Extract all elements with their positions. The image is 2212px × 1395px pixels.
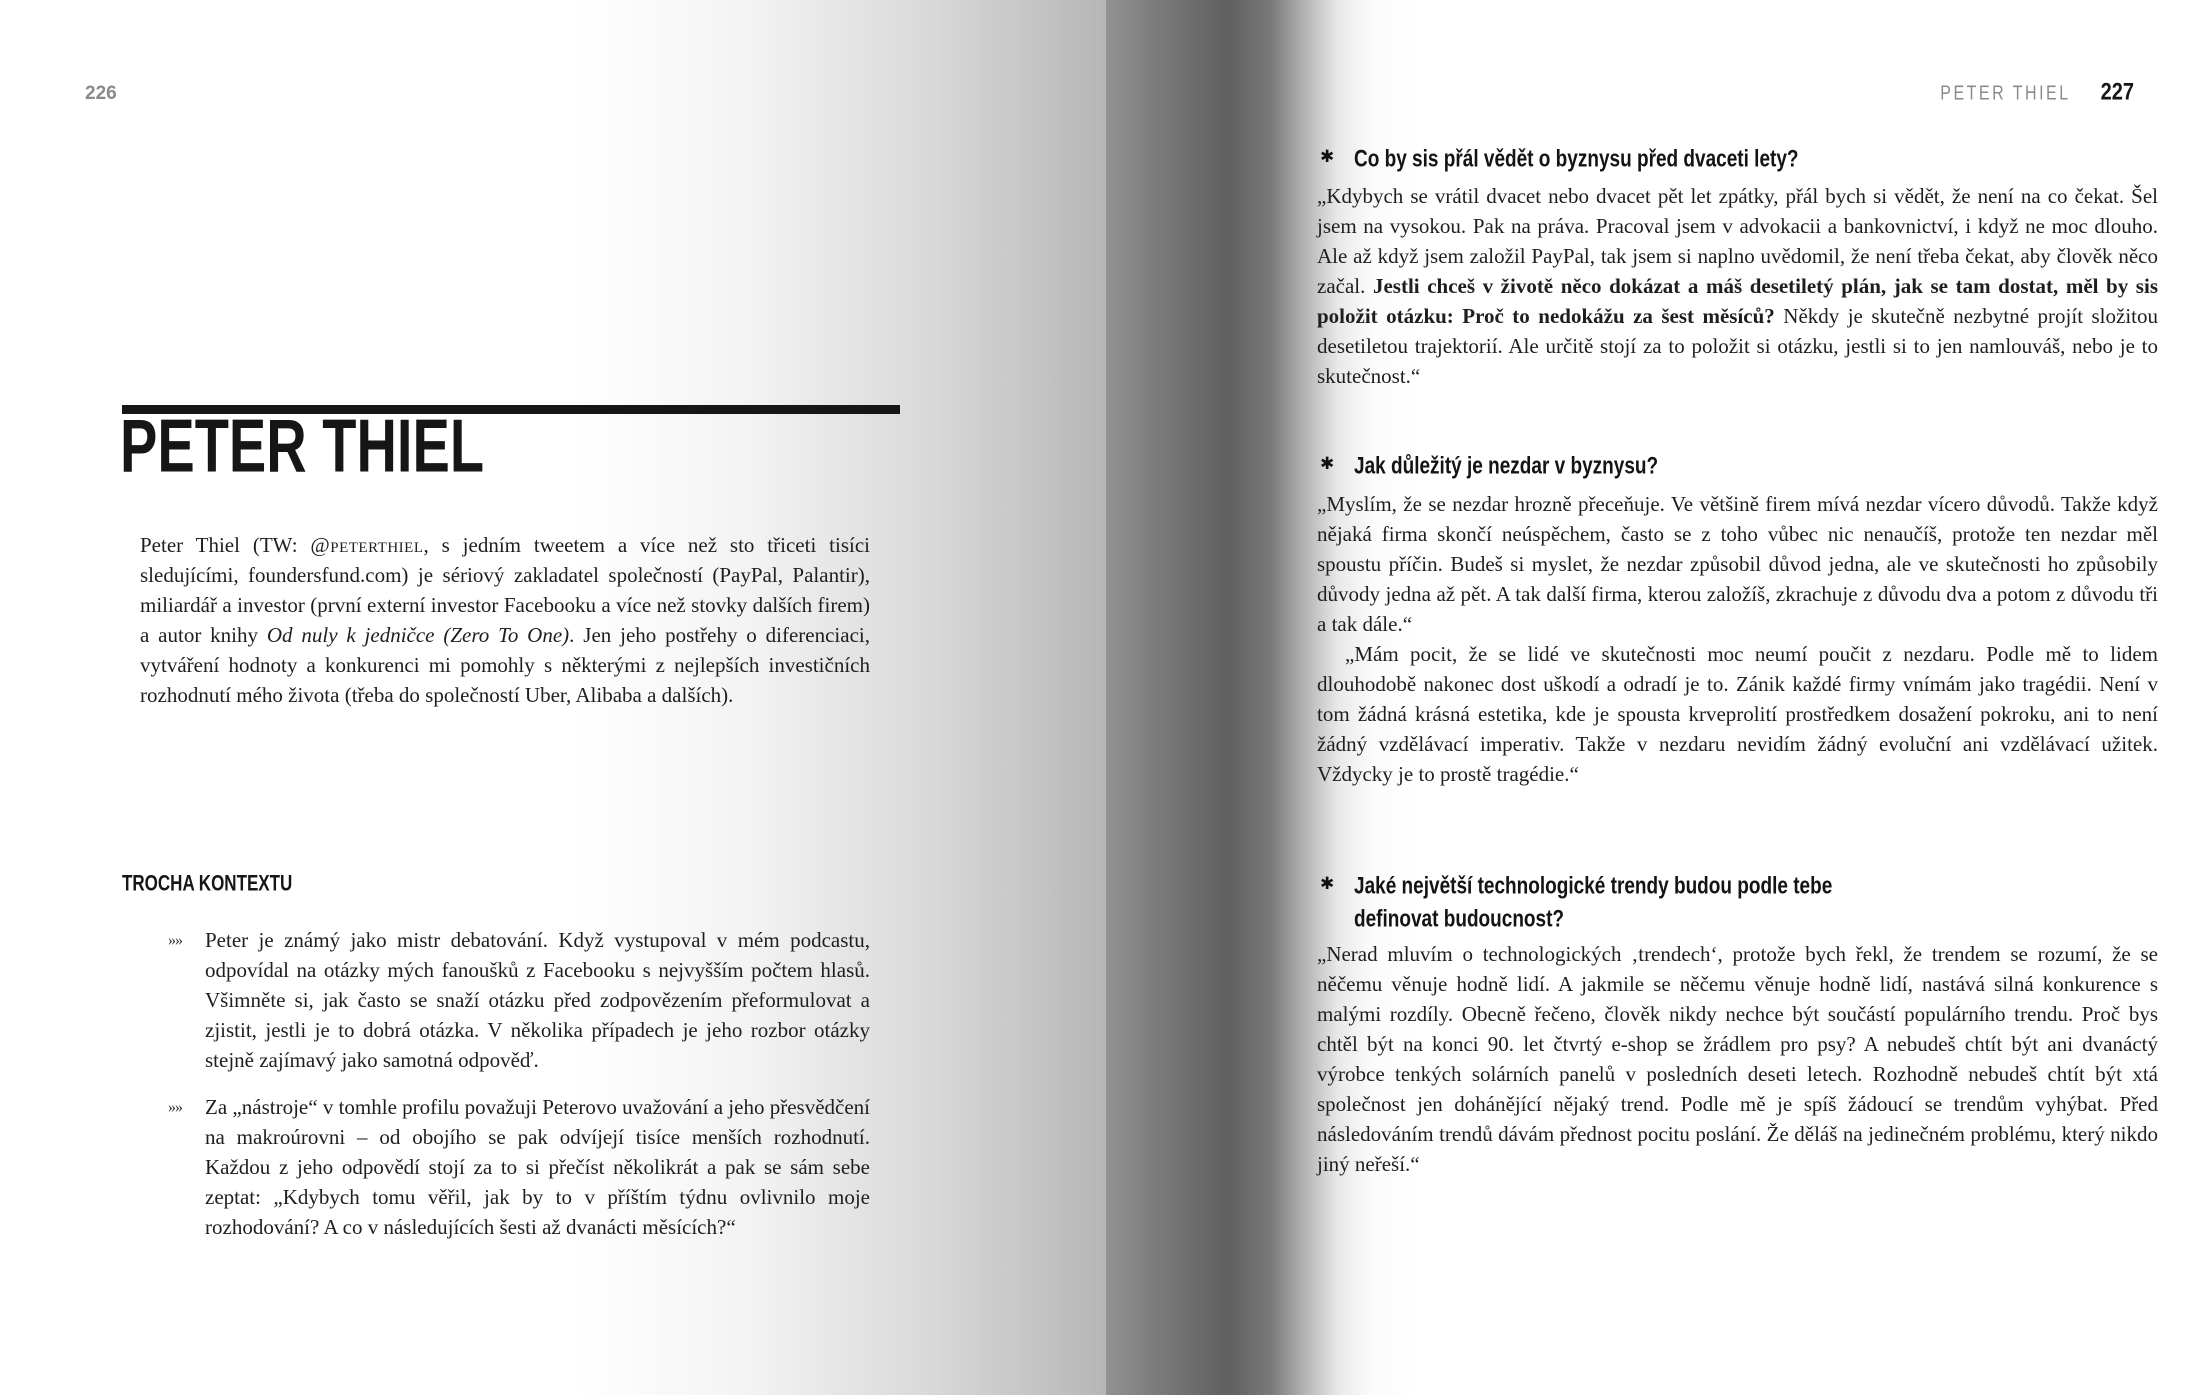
intro-text-1: Peter Thiel (TW:: [140, 533, 311, 557]
asterisk-icon: ✱: [1320, 454, 1335, 474]
running-header-title: PETER THIEL: [1940, 83, 2071, 105]
answer-paragraph: [1317, 181, 2158, 391]
question-heading: [1354, 451, 2160, 484]
answer-paragraph: [1317, 489, 2158, 789]
intro-text-2: , s jedním tweetem a více než sto třiceti tisíci sledujícími, foundersfund.com) je sériový zakladatel společností (PayPal, Palantir), miliardář a investor (první externí investor Facebooku a více než stovky dalších firem) a autor knihy: [140, 533, 870, 647]
asterisk-icon: ✱: [1320, 874, 1335, 894]
page-right: [1106, 0, 2212, 1395]
question-heading-line: Jaké největší technologické trendy budou podle tebe: [1354, 873, 1833, 901]
question-heading: [1354, 904, 2160, 937]
bullet-text: Peter je známý jako mistr debatování. Když vystupoval v mém podcastu, odpovídal na otázky mých fanoušků z Facebooku s nejvyšším počtem hlasů. Všimněte si, jak často se snaží otázku před zodpovězením přeformulovat a zjistit, jestli je to dobrá otázka. V několika případech je jeho rozbor otázky stejně zajímavý jako samotná odpověď.: [205, 928, 870, 1072]
answer-text: „Myslím, že se nezdar hrozně přeceňuje. Ve většině firem mívá nezdar vícero důvodů. Takže když nějaká firma skončí neúspěchem, často se z toho vůbec nic nenaučíš, protože ten nezdar měl spoustu příčin. Budeš si myslet, že nezdar způsobil důvod jedna, ale ve skutečnosti ho způsobily důvody jedna až pět. A tak další firma, kterou založíš, zkrachuje z důvodu dva a potom z důvodu tři a tak dále.“: [1317, 492, 2158, 636]
bullet-text: Za „nástroje“ v tomhle profilu považuji Peterovo uvažování a jeho přesvědčení na makroúrovni – od obojího se pak odvíjejí tisíce menších rozhodnutí. Každou z jeho odpovědí stojí za to si přečíst několikrát a pak se sám sebe zeptat: „Kdybych tomu věřil, jak by to v příštím týdnu ovlivnilo moje rozhodování? A co v následujících šesti až dvanácti měsících?“: [205, 1095, 870, 1239]
intro-paragraph: [140, 530, 870, 710]
twitter-handle: @peterthiel: [310, 533, 424, 557]
question-row: [1320, 871, 2160, 937]
answer-bold-segment: Jestli chceš v životě něco dokázat a máš desetiletý plán, jak se tam dostat, měl by sis položit otázku: Proč to nedokážu za šest měsíců?: [1317, 274, 2158, 328]
chevrons-bullet-icon: »»: [168, 932, 182, 949]
question-row: [1320, 144, 2160, 177]
answer-segment: „Kdybych se vrátil dvacet nebo dvacet pět let zpátky, přál bych si vědět, že není na co čekat. Šel jsem na vysokou. Pak na práva. Pracoval jsem v advokacii a bankovnictví, i když ne moc dlouho. Ale až když jsem založil PayPal, tak jsem si naplno uvědomil, že není třeba čekat, aby člověk něco začal.: [1317, 184, 2158, 298]
intro-text-3: . Jen jeho postřehy o diferenciaci, vytváření hodnoty a konkurenci mi pomohly s některými z nejlepších investičních rozhodnutí mého života (třeba do společností Uber, Alibaba a dalších).: [140, 623, 870, 707]
bullet-item: [168, 1092, 870, 1242]
page-number-left: 226: [85, 83, 117, 104]
section-heading-text: TROCHA KONTEXTU: [122, 871, 293, 896]
answer-segment: Někdy je skutečně nezbytné projít složitou desetiletou trajektorií. Ale určitě stojí za to položit si otázku, jestli si to jen namlouváš, nebo je to skutečnost.“: [1317, 304, 2158, 388]
page-number-right: 227: [2100, 79, 2134, 106]
running-header: [1940, 79, 2134, 106]
question-heading-line: Co by sis přál vědět o byznysu před dvaceti lety?: [1354, 146, 1799, 174]
question-heading: [1354, 144, 2160, 177]
answer-text: [1317, 181, 2158, 391]
question-heading-line: definovat budoucnost?: [1354, 906, 1565, 934]
page-title: [120, 402, 485, 488]
question-heading-line: Jak důležitý je nezdar v byznysu?: [1354, 453, 1659, 481]
asterisk-icon: ✱: [1320, 147, 1335, 167]
chevrons-bullet-icon: »»: [168, 1099, 182, 1116]
section-heading: [122, 872, 292, 898]
answer-text: „Mám pocit, že se lidé ve skutečnosti moc neumí poučit z nezdaru. Podle mě to lidem dlouhodobě nakonec dost uškodí a odradí je to. Zánik každé firmy vnímám jako tragédii. Není v tom žádná krásná estetika, kde je spousta krveprolití prostředkem dosažení pokroku, ani to není žádný vzdělávací imperativ. Takže v nezdaru nevidím žádný evoluční ani vzdělávací užitek. Vždycky je to prostě tragédie.“: [1317, 642, 2158, 786]
book-title-italic: Od nuly k jedničce (Zero To One): [266, 623, 570, 647]
page-title-text: PETER THIEL: [120, 402, 485, 488]
answer-paragraph: [1317, 939, 2158, 1179]
answer-text: „Nerad mluvím o technologických ‚trendech‘, protože bych řekl, že trendem se rozumí, že se něčemu věnuje hodně lidí. A jakmile se něčemu věnuje hodně lidí, nastává silná konkurence s malými rozdíly. Obecně řečeno, člověk nikdy nechce být součástí populárního trendu. Proč bys chtěl být na konci 90. let čtvrtý e-shop se žrádlem pro psy? A nebudeš chtít být ani dvanáctý výrobce tenkých solárních panelů v posledních deseti letech. Rozhodně nebudeš chtít být xtá společnost jen dohánějící nějaký trend. Podle mě je spíš žádoucí se trendům vyhýbat. Před následováním trendů dávám přednost pocitu poslání. Že děláš na jedinečném problému, který nikdo jiný neřeší.“: [1317, 942, 2158, 1176]
question-row: [1320, 451, 2160, 484]
bullet-item: [168, 925, 870, 1075]
